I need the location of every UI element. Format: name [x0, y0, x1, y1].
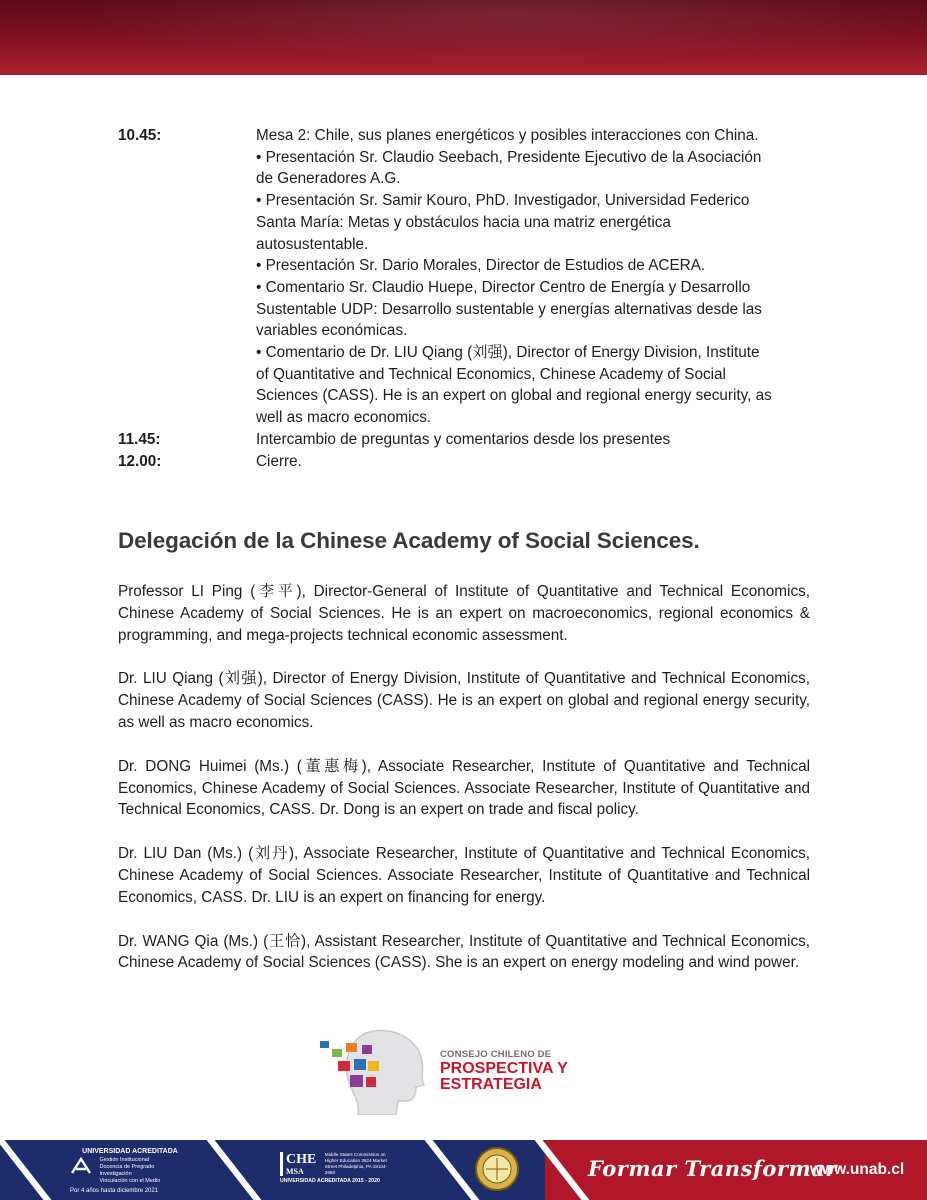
agenda-line: • Comentario de Dr. LIU Qiang (刘强), Director of Energy Division, Institute — [256, 344, 760, 362]
agenda-line: • Presentación Sr. Claudio Seebach, Presidente Ejecutivo de la Asociación — [256, 148, 762, 166]
accreditation-item: Vinculación con el Medio — [99, 1178, 161, 1184]
logo-line: PROSPECTIVA Y — [440, 1059, 568, 1077]
agenda-description — [256, 429, 818, 451]
agenda-item — [118, 125, 818, 429]
consejo-logo — [318, 1025, 578, 1115]
accreditation-title: UNIVERSIDAD ACREDITADA — [82, 1148, 178, 1155]
che-accreditation — [280, 1152, 395, 1184]
delegate-bio: Dr. WANG Qia (Ms.) (王恰), Assistant Researcher, Institute of Quantitative and Technical Economics, Chinese Academy of Social Sciences (CASS). She is an expert on energy modeling and wind power. — [118, 932, 810, 972]
agenda-item — [118, 429, 818, 451]
agenda-item — [118, 451, 818, 473]
delegate-bio: Professor LI Ping (李平), Director-General of Institute of Quantitative and Technical Economics, Chinese Academy of Social Sciences. He is an expert on macroeconomics, regional economics & programming, and mega-projects technical economic assessment. — [118, 583, 810, 644]
delegation-list — [118, 581, 810, 996]
agenda-line: • Presentación Sr. Dario Morales, Director de Estudios de ACERA. — [256, 257, 706, 275]
delegate-bio: Dr. DONG Huimei (Ms.) (董惠梅), Associate Researcher, Institute of Quantitative and Technical Economics, Chinese Academy of Social Sciences. Associate Researcher, Institute of Quantitative and Technical Economics, CASS. Dr. Dong is an expert on trade and fiscal policy. — [118, 757, 810, 819]
accreditation-note: Por 4 años hasta diciembre 2021 — [70, 1188, 159, 1194]
accreditation-item: Investigación — [99, 1171, 132, 1177]
accreditation-block — [70, 1148, 190, 1195]
che-address: Middle States Commission on Higher Education 3624 Market Street Philadelphia, PA 19104-2680 — [324, 1152, 388, 1175]
accreditation-mark-icon — [70, 1157, 92, 1175]
agenda-line: Santa María: Metas y obstáculos hacia una matriz energética — [256, 213, 671, 231]
che-note: UNIVERSIDAD ACREDITADA 2015 - 2020 — [280, 1178, 380, 1184]
delegate-bio: Dr. LIU Qiang (刘强), Director of Energy Division, Institute of Quantitative and Technical Economics, Chinese Academy of Social Sciences (CASS). He is an expert on global and regional energy security, as well as macro economics. — [118, 670, 810, 731]
agenda-line: variables económicas. — [256, 322, 408, 340]
footer-stripe — [425, 1140, 480, 1200]
che-sub: MSA — [286, 1167, 304, 1176]
agenda-line: • Comentario Sr. Claudio Huepe, Director Centro de Energía y Desarrollo — [256, 278, 751, 296]
agenda-time: 11.45: — [118, 430, 161, 448]
agenda-line: well as macro economics. — [256, 409, 432, 427]
agenda — [118, 125, 818, 472]
header-banner — [0, 0, 927, 75]
agenda-line: de Generadores A.G. — [256, 170, 401, 188]
footer — [0, 1140, 927, 1200]
agenda-line: Sustentable UDP: Desarrollo sustentable y energías alternativas desde las — [256, 300, 762, 318]
agenda-line: • Presentación Sr. Samir Kouro, PhD. Investigador, Universidad Federico — [256, 192, 750, 210]
delegate-bio: Dr. LIU Dan (Ms.) (刘丹), Associate Researcher, Institute of Quantitative and Technical Economics, Chinese Academy of Social Sciences. Associate Researcher, Institute of Quantitative and Technical Economics, CASS. Dr. LIU is an expert on financing for energy. — [118, 845, 810, 906]
section-title: Delegación de la Chinese Academy of Social Sciences. — [118, 528, 700, 553]
che-logo — [280, 1152, 316, 1176]
accreditation-item: Gestión Institucional — [99, 1157, 150, 1163]
agenda-description — [256, 451, 818, 473]
agenda-time: 10.45: — [118, 127, 162, 144]
head-profile-icon — [318, 1025, 438, 1115]
accreditation-list — [100, 1157, 182, 1185]
footer-stripe — [0, 1140, 51, 1200]
agenda-line: Intercambio de preguntas y comentarios desde los presentes — [256, 430, 671, 448]
accreditation-item: Docencia de Pregrado — [99, 1164, 155, 1170]
che-mark: CHE — [286, 1152, 317, 1167]
logo-line: ESTRATEGIA — [440, 1075, 542, 1093]
logo-text — [440, 1050, 568, 1093]
footer-url[interactable]: www.unab.cl — [810, 1161, 905, 1178]
agenda-line: Cierre. — [256, 452, 302, 470]
footer-slogan: Formar Transformar — [588, 1156, 837, 1181]
footer-stripe — [207, 1140, 262, 1200]
agenda-line: Mesa 2: Chile, sus planes energéticos y posibles interacciones con China. — [256, 127, 759, 144]
agenda-line: of Quantitative and Technical Economics, Chinese Academy of Social — [256, 365, 726, 383]
quality-seal-icon — [474, 1146, 520, 1192]
agenda-line: Sciences (CASS). He is an expert on global and regional energy security, as — [256, 387, 772, 405]
agenda-time: 12.00: — [118, 452, 162, 470]
agenda-line: autosustentable. — [256, 235, 369, 253]
agenda-description — [256, 125, 818, 429]
logo-line: CONSEJO CHILENO DE — [440, 1049, 552, 1060]
